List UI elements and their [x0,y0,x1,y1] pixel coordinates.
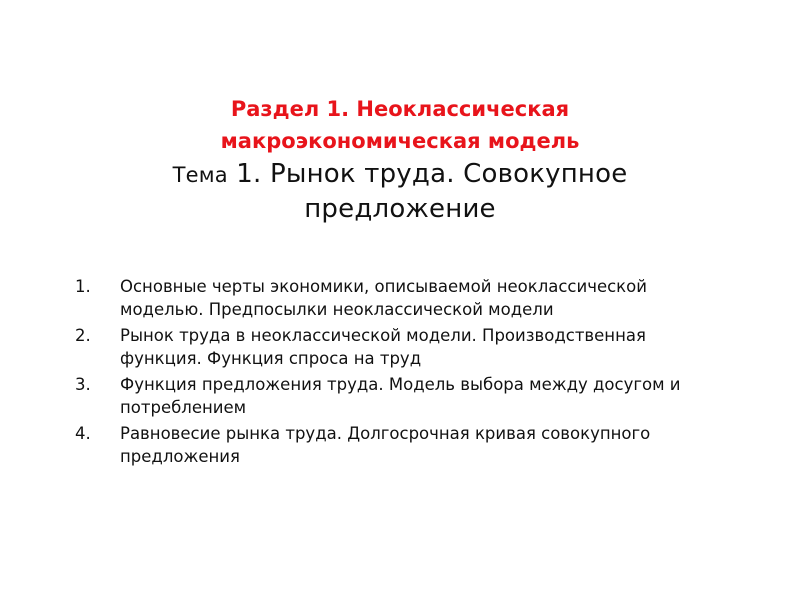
list-item-text-line-1: Рынок труда в неоклассической модели. Производственная [120,326,646,345]
list-item-text-line-1: Равновесие рынка труда. Долгосрочная кривая совокупного [120,424,651,443]
list-item-number: 2. [75,326,91,345]
section-title-line-1: Раздел 1. Неоклассическая [230,97,570,121]
topic-title-text: 1. Рынок труда. Совокупное [236,159,628,189]
list-item-text-line-1: Функция предложения труда. Модель выбора между досугом и [120,375,681,394]
topic-title-line-2: предложение [304,194,496,224]
list-item-text-line-1: Основные черты экономики, описываемой неоклассической [120,277,647,296]
list-item-text-line-2: функция. Функция спроса на труд [120,349,422,368]
list-item [70,275,750,321]
section-title-line-2: макроэкономическая модель [220,129,580,153]
list-item-text-line-2: потреблением [120,398,247,417]
list-item-text-line-2: моделью. Предпосылки неоклассической модели [120,300,554,319]
list-item [70,324,750,370]
list-item-number: 4. [75,424,91,443]
list-item [70,373,750,419]
list-item-text-line-2: предложения [120,447,240,466]
list-item-number: 3. [75,375,91,394]
title-block [40,93,760,226]
list-item [70,422,750,468]
topic-title-line-1 [40,157,760,192]
topic-prefix: Тема [172,163,228,187]
list-item-number: 1. [75,277,91,296]
topics-list [70,275,750,471]
